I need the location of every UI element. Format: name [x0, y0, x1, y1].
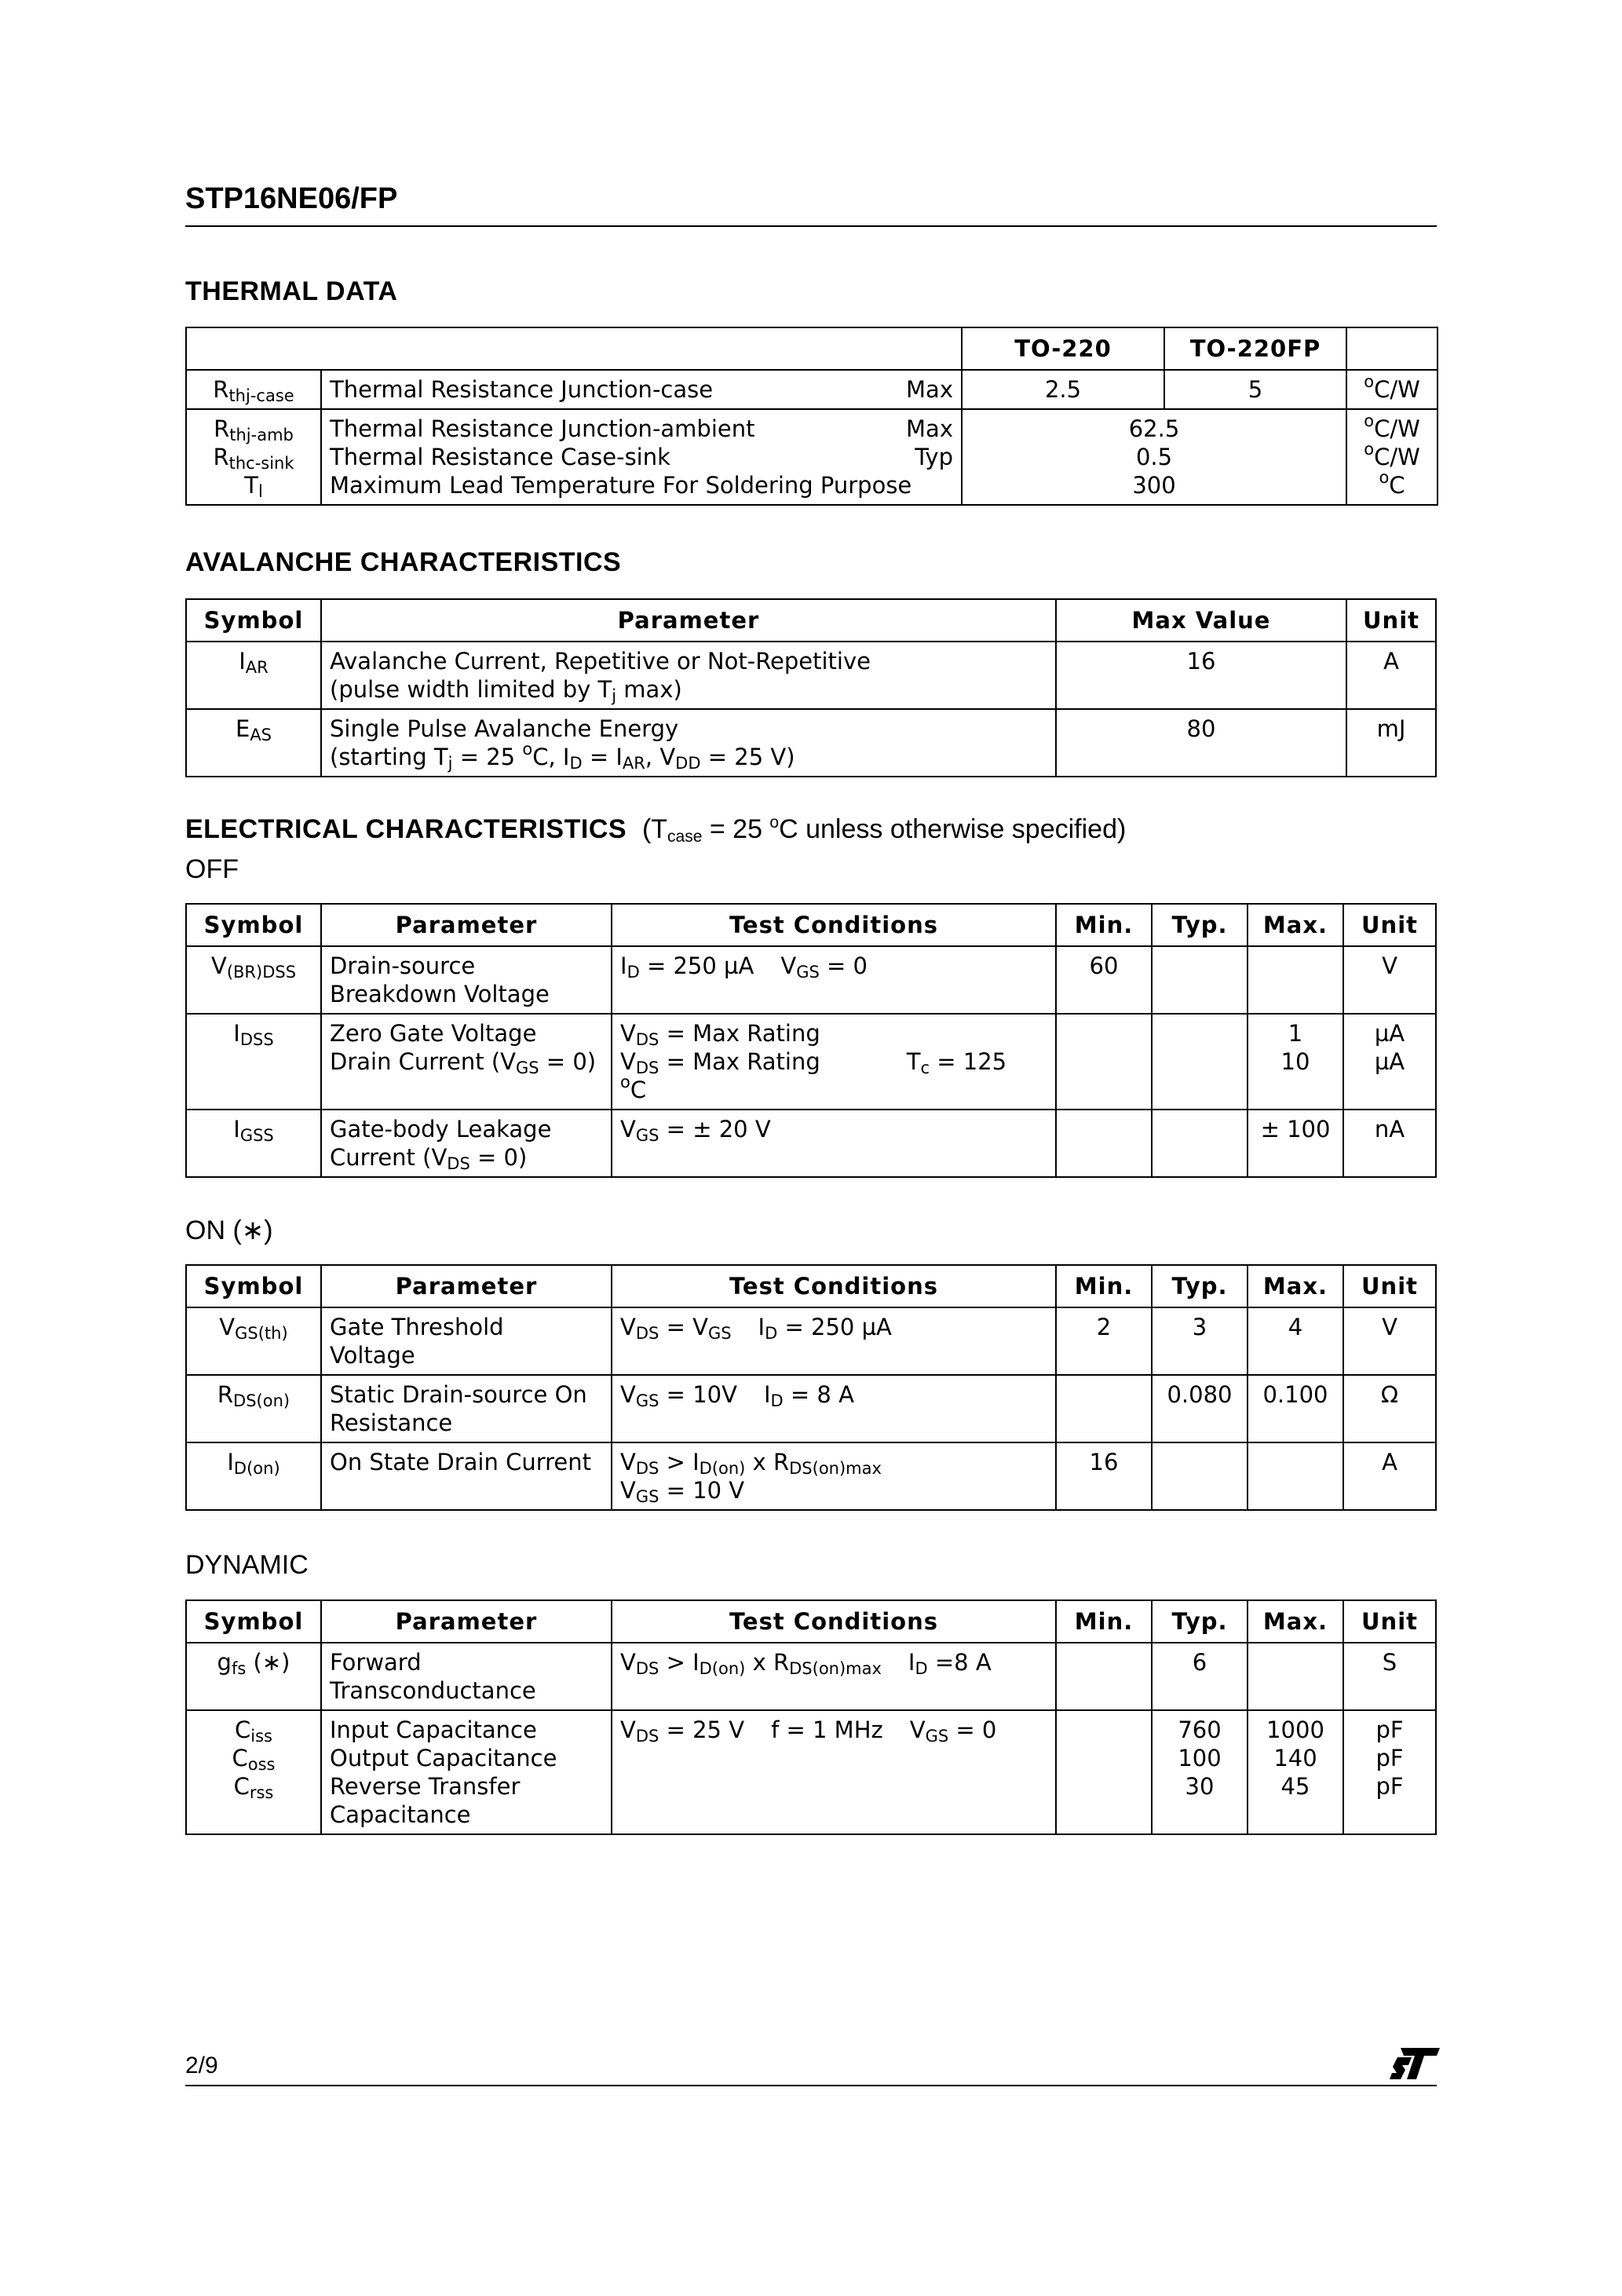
col-symbol: Symbol [186, 904, 321, 946]
thermal-header-unit-blank [1346, 327, 1438, 370]
unit-cell: pF pF pF [1343, 1710, 1436, 1834]
max-value-cell: 80 [1056, 709, 1346, 777]
table-row [186, 1442, 1436, 1510]
col-symbol: Symbol [186, 599, 321, 642]
parameter-cell: Thermal Resistance Junction-case Max [321, 370, 962, 409]
table-row [186, 709, 1436, 777]
col-parameter: Parameter [321, 904, 612, 946]
symbol-cell: $V_{GS(th)}$ [186, 1307, 321, 1375]
max-cell [1248, 1442, 1343, 1510]
max-cell: 1000 140 45 [1248, 1710, 1343, 1834]
page-number: 2/9 [185, 2053, 218, 2078]
col-unit: Unit [1343, 904, 1436, 946]
avalanche-header-row [186, 599, 1436, 642]
min-cell [1056, 1110, 1152, 1177]
col-parameter: Parameter [321, 599, 1056, 642]
col-unit: Unit [1343, 1265, 1436, 1307]
symbol-cell: $R_{DS(on)}$ [186, 1375, 321, 1442]
col-symbol: Symbol [186, 1600, 321, 1643]
footer-rule [185, 2085, 1437, 2086]
table-row [186, 1110, 1436, 1177]
typ-cell [1152, 1110, 1248, 1177]
unit-cell: A [1346, 642, 1436, 709]
avalanche-table [185, 598, 1437, 777]
dynamic-table [185, 1600, 1437, 1835]
table-row [186, 370, 1438, 409]
shared-value-cell: 62.5 0.5 300 [962, 409, 1346, 505]
typ-cell: 760 100 30 [1152, 1710, 1248, 1834]
symbol-cell: $E_{AS}$ [186, 709, 321, 777]
symbol-cell: $I_{DSS}$ [186, 1014, 321, 1110]
parameter-cell: Avalanche Current, Repetitive or Not-Repetitive (pulse width limited by $T_j$ max) [321, 642, 1056, 709]
test-conditions-cell: $V_{DS}$ = Max Rating $V_{DS}$ = Max Rating $T_c = 125$ $^o$C [612, 1014, 1056, 1110]
max-cell [1248, 946, 1343, 1014]
test-conditions-cell: $V_{DS} = 25$ V f = 1 MHz $V_{GS} = 0$ [612, 1710, 1056, 1834]
thermal-data-title: THERMAL DATA [185, 276, 398, 306]
symbol-cell: $I_{GSS}$ [186, 1110, 321, 1177]
table-row [186, 1307, 1436, 1375]
col-test-conditions: Test Conditions [612, 904, 1056, 946]
col-max: Max. [1248, 1600, 1343, 1643]
typ-cell: 3 [1152, 1307, 1248, 1375]
parameter-cell: Input Capacitance Output Capacitance Reverse Transfer Capacitance [321, 1710, 612, 1834]
symbol-cell: $I_{AR}$ [186, 642, 321, 709]
max-cell: 4 [1248, 1307, 1343, 1375]
unit-cell: mJ [1346, 709, 1436, 777]
col-parameter: Parameter [321, 1265, 612, 1307]
max-value-cell: 16 [1056, 642, 1346, 709]
col-max: Max. [1248, 904, 1343, 946]
max-cell: ± 100 [1248, 1110, 1343, 1177]
parameter-cell: Zero Gate Voltage Drain Current $(V_{GS} = 0)$ [321, 1014, 612, 1110]
col-min: Min. [1056, 1600, 1152, 1643]
min-cell [1056, 1375, 1152, 1442]
min-cell: 16 [1056, 1442, 1152, 1510]
typ-cell: 0.080 [1152, 1375, 1248, 1442]
test-conditions-cell: $V_{DS} > I_{D(on)}$ x $R_{DS(on)max}$ $V_{GS} = 10$ V [612, 1442, 1056, 1510]
col-typ: Typ. [1152, 1265, 1248, 1307]
test-conditions-cell: $V_{DS} = V_{GS}$ $I_D = 250$ µA [612, 1307, 1056, 1375]
parameter-cell: Gate-body Leakage Current $(V_{DS} = 0)$ [321, 1110, 612, 1177]
table-row [186, 946, 1436, 1014]
col-max: Max. [1248, 1265, 1343, 1307]
symbol-cell: $I_{D(on)}$ [186, 1442, 321, 1510]
typ-cell [1152, 1442, 1248, 1510]
max-cell [1248, 1643, 1343, 1710]
min-cell [1056, 1643, 1152, 1710]
on-header-row [186, 1265, 1436, 1307]
table-row [186, 409, 1438, 505]
parameter-cell: Gate Threshold Voltage [321, 1307, 612, 1375]
test-conditions-cell: $I_D = 250$ µA $V_{GS} = 0$ [612, 946, 1056, 1014]
unit-cell: V [1343, 946, 1436, 1014]
off-title: OFF [185, 854, 239, 884]
table-row [186, 642, 1436, 709]
col-parameter: Parameter [321, 1600, 612, 1643]
max-cell: 1 10 [1248, 1014, 1343, 1110]
min-cell [1056, 1014, 1152, 1110]
parameter-cell: Forward Transconductance [321, 1643, 612, 1710]
col-test-conditions: Test Conditions [612, 1265, 1056, 1307]
unit-cell: V [1343, 1307, 1436, 1375]
max-cell: 0.100 [1248, 1375, 1343, 1442]
table-row [186, 1014, 1436, 1110]
unit-cell: nA [1343, 1110, 1436, 1177]
dynamic-title: DYNAMIC [185, 1550, 309, 1580]
parameter-cell: Single Pulse Avalanche Energy (starting $T_j = 25$ $^o$C, $I_D = I_{AR}$, $V_{DD} = 25$ V) [321, 709, 1056, 777]
col-test-conditions: Test Conditions [612, 1600, 1056, 1643]
unit-cell: $^o$C/W $^o$C/W $^o$C [1346, 409, 1438, 505]
test-conditions-cell: $V_{GS} = 10V$ $I_D = 8$ A [612, 1375, 1056, 1442]
symbol-cell: $g_{fs}$ (∗) [186, 1643, 321, 1710]
table-row [186, 1375, 1436, 1442]
unit-cell: S [1343, 1643, 1436, 1710]
parameter-cell: Static Drain-source On Resistance [321, 1375, 612, 1442]
min-cell: 2 [1056, 1307, 1152, 1375]
unit-cell: $^o$C/W [1346, 370, 1438, 409]
symbol-cell: $V_{(BR)DSS}$ [186, 946, 321, 1014]
test-conditions-cell: $V_{GS}$ = ± 20 V [612, 1110, 1056, 1177]
symbol-cell: $R_{thj-amb}$ $R_{thc-sink}$ $T_l$ [186, 409, 321, 505]
parameter-cell: Thermal Resistance Junction-ambient Max Thermal Resistance Case-sink Typ Maximum Lead Temperature For Soldering Purpose [321, 409, 962, 505]
col-symbol: Symbol [186, 1265, 321, 1307]
typ-cell [1152, 1014, 1248, 1110]
off-table [185, 903, 1437, 1178]
parameter-cell: Drain-source Breakdown Voltage [321, 946, 612, 1014]
thermal-data-table [185, 327, 1438, 506]
thermal-header-row [186, 327, 1438, 370]
dynamic-header-row [186, 1600, 1436, 1643]
col-unit: Unit [1343, 1600, 1436, 1643]
to220fp-value: 5 [1164, 370, 1346, 409]
min-cell: 60 [1056, 946, 1152, 1014]
col-typ: Typ. [1152, 904, 1248, 946]
on-title: ON (∗) [185, 1216, 273, 1245]
col-typ: Typ. [1152, 1600, 1248, 1643]
to220-value: 2.5 [962, 370, 1164, 409]
col-unit: Unit [1346, 599, 1436, 642]
st-logo-icon [1390, 2046, 1440, 2081]
table-row [186, 1643, 1436, 1710]
col-to220fp: TO-220FP [1164, 327, 1346, 370]
electrical-title: ELECTRICAL CHARACTERISTICS ($T_{case} = 25$ $^o$C unless otherwise specified) [185, 813, 1127, 846]
unit-cell: Ω [1343, 1375, 1436, 1442]
on-table [185, 1264, 1437, 1511]
document-title: STP16NE06/FP [185, 182, 398, 215]
electrical-note: ($T_{case} = 25$ $^o$C unless otherwise specified) [641, 813, 1127, 846]
avalanche-title: AVALANCHE CHARACTERISTICS [185, 547, 622, 577]
symbol-cell: $R_{thj-case}$ [186, 370, 321, 409]
header-rule [185, 225, 1437, 227]
col-min: Min. [1056, 1265, 1152, 1307]
min-cell [1056, 1710, 1152, 1834]
unit-cell: A [1343, 1442, 1436, 1510]
parameter-cell: On State Drain Current [321, 1442, 612, 1510]
off-header-row [186, 904, 1436, 946]
col-max-value: Max Value [1056, 599, 1346, 642]
col-min: Min. [1056, 904, 1152, 946]
symbol-cell: $C_{iss}$ $C_{oss}$ $C_{rss}$ [186, 1710, 321, 1834]
typ-cell [1152, 946, 1248, 1014]
unit-cell: µA µA [1343, 1014, 1436, 1110]
typ-cell: 6 [1152, 1643, 1248, 1710]
test-conditions-cell: $V_{DS} > I_{D(on)}$ x $R_{DS(on)max}$ $I_D =8$ A [612, 1643, 1056, 1710]
table-row [186, 1710, 1436, 1834]
thermal-header-blank [186, 327, 962, 370]
col-to220: TO-220 [962, 327, 1164, 370]
